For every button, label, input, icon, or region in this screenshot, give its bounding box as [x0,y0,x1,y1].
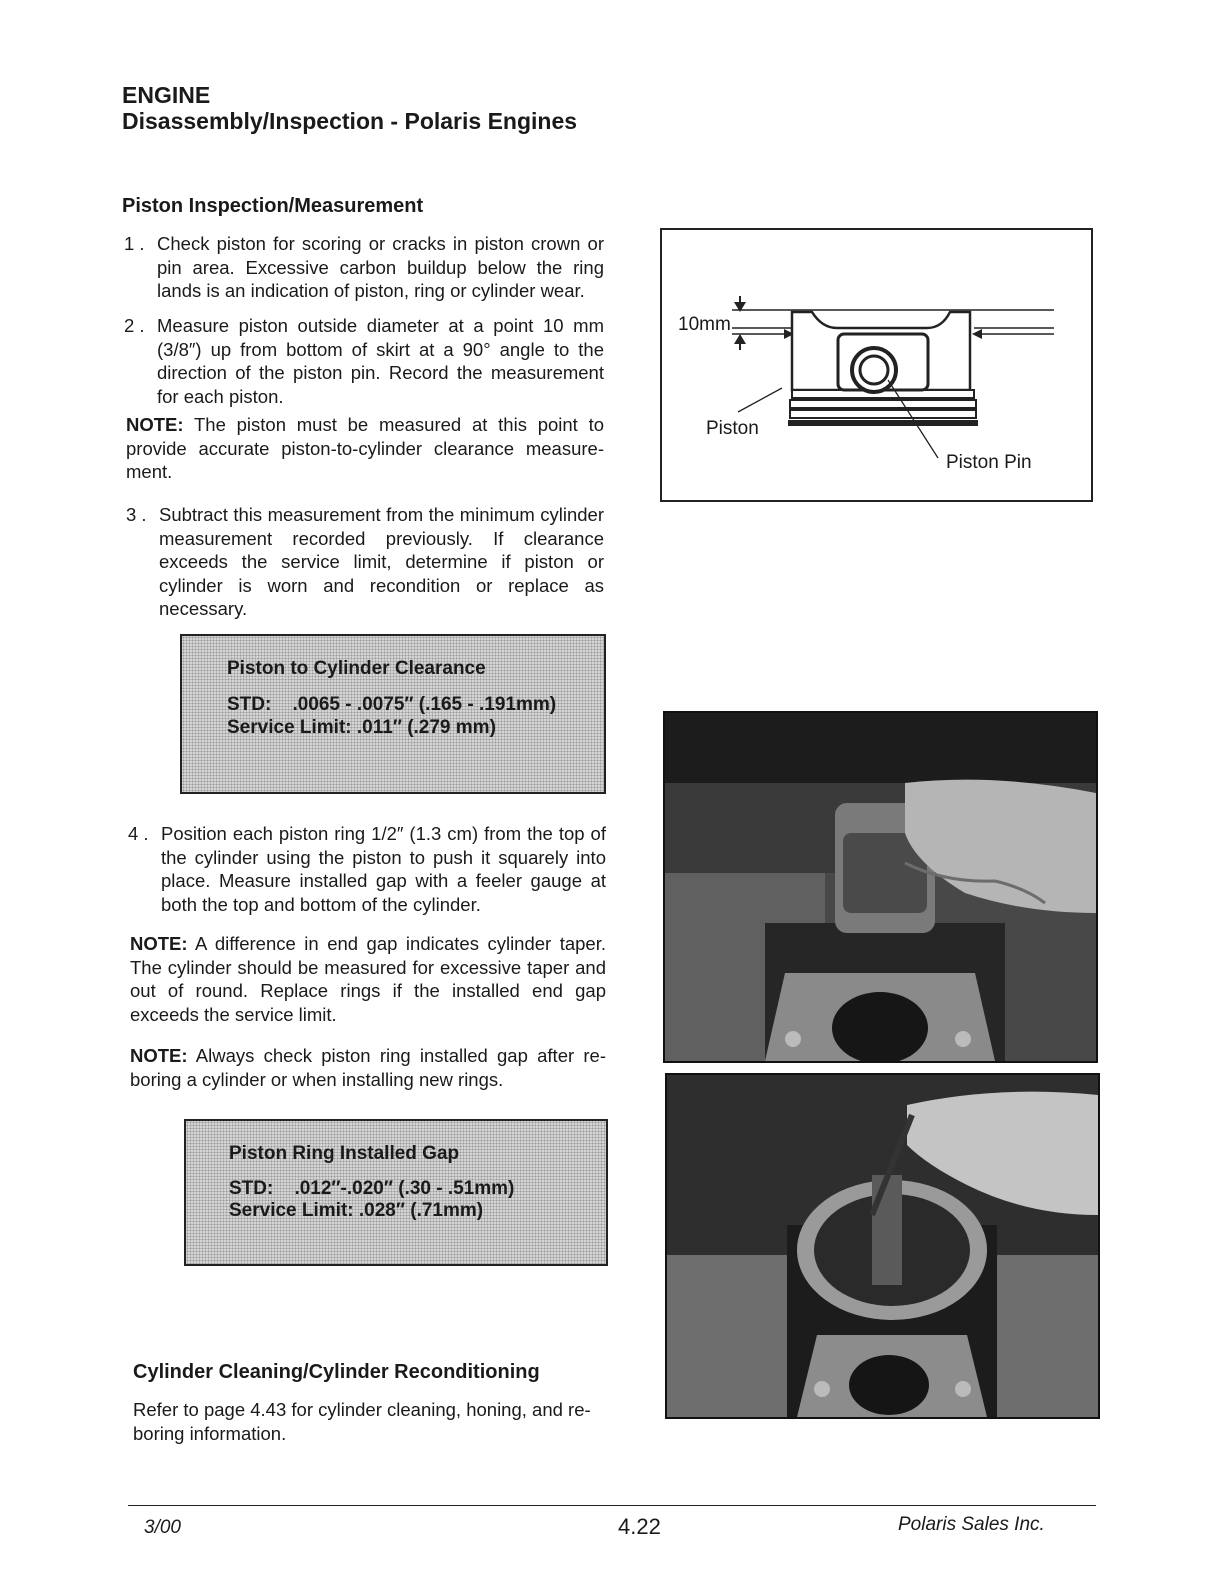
footer-date: 3/00 [144,1517,181,1538]
step-number: 3 . [126,504,147,525]
chapter-title: ENGINE [122,82,211,108]
note-text: Always check piston ring installed gap after re-boring a cylinder or when installing new rings. [130,1045,606,1090]
section-heading-cylinder: Cylinder Cleaning/Cylinder Reconditioning [133,1361,540,1383]
step-4 [128,822,606,916]
spec-title: Piston to Cylinder Clearance [227,658,486,679]
section-heading-piston: Piston Inspection/Measurement [122,195,424,217]
photo-ring-gap-measurement-image [667,1075,1098,1417]
page-subtitle: Disassembly/Inspection - Polaris Engines [122,108,578,134]
step-3 [126,503,604,621]
spec-title: Piston Ring Installed Gap [229,1143,460,1164]
page-number: 4.22 [618,1514,661,1539]
ring-gap-spec-box [184,1119,608,1266]
label-10mm: 10mm [678,314,731,335]
step-number: 2 . [124,315,145,336]
step-number: 4 . [128,823,149,844]
label-piston-pin: Piston Pin [946,452,1032,473]
photo-piston-measurement-image [665,713,1096,1061]
spec-limit: Service Limit: .028″ (.71mm) [229,1200,484,1221]
cylinder-text: Refer to page 4.43 for cylinder cleaning, honing, and re-boring information. [133,1399,591,1444]
photo-ring-gap-measurement [665,1073,1100,1419]
piston-diagram [660,228,1093,502]
step-text: Position each piston ring 1/2″ (1.3 cm) from the top of the cylinder using the piston to push it squarely into place. Measure installed gap with a feeler gauge at both the top and bottom of the cylinder. [161,823,606,915]
footer-divider [128,1505,1096,1506]
step-1 [124,232,604,303]
note-label: NOTE: [130,1045,188,1066]
step-text: Measure piston outside diameter at a point 10 mm (3/8″) up from bottom of skirt at a 90° angle to the direction of the piston pin. Record the measurement for each piston. [157,315,604,407]
spec-std: STD: .0065 - .0075″ (.165 - .191mm) [227,694,557,715]
photo-piston-measurement [663,711,1098,1063]
note-text: The piston must be measured at this point to provide accurate piston-to-cylinder clearance measure-ment. [126,414,605,482]
note-label: NOTE: [126,414,184,435]
clearance-spec-box [180,634,606,794]
note-text: A difference in end gap indicates cylinder taper. The cylinder should be measured for excessive taper and out of round. Replace rings if the installed end gap exceeds the service limit. [130,933,606,1025]
spec-std: STD: .012″-.020″ (.30 - .51mm) [229,1178,515,1199]
step-text: Check piston for scoring or cracks in piston crown or pin area. Excessive carbon buildup below the ring lands is an indication of piston, ring or cylinder wear. [157,233,604,301]
note-label: NOTE: [130,933,188,954]
spec-limit: Service Limit: .011″ (.279 mm) [227,717,496,738]
step-number: 1 . [124,233,145,254]
note-2 [130,932,606,1026]
label-piston: Piston [706,418,759,439]
note-3 [130,1044,606,1091]
step-text: Subtract this measurement from the minimum cylinder measurement recorded previously. If clearance exceeds the service limit, determine if piston or cylinder is worn and recondition or replace as necessary. [159,504,604,619]
step-2 [124,314,604,408]
footer-company: Polaris Sales Inc. [898,1514,1045,1535]
note-1 [126,413,604,484]
